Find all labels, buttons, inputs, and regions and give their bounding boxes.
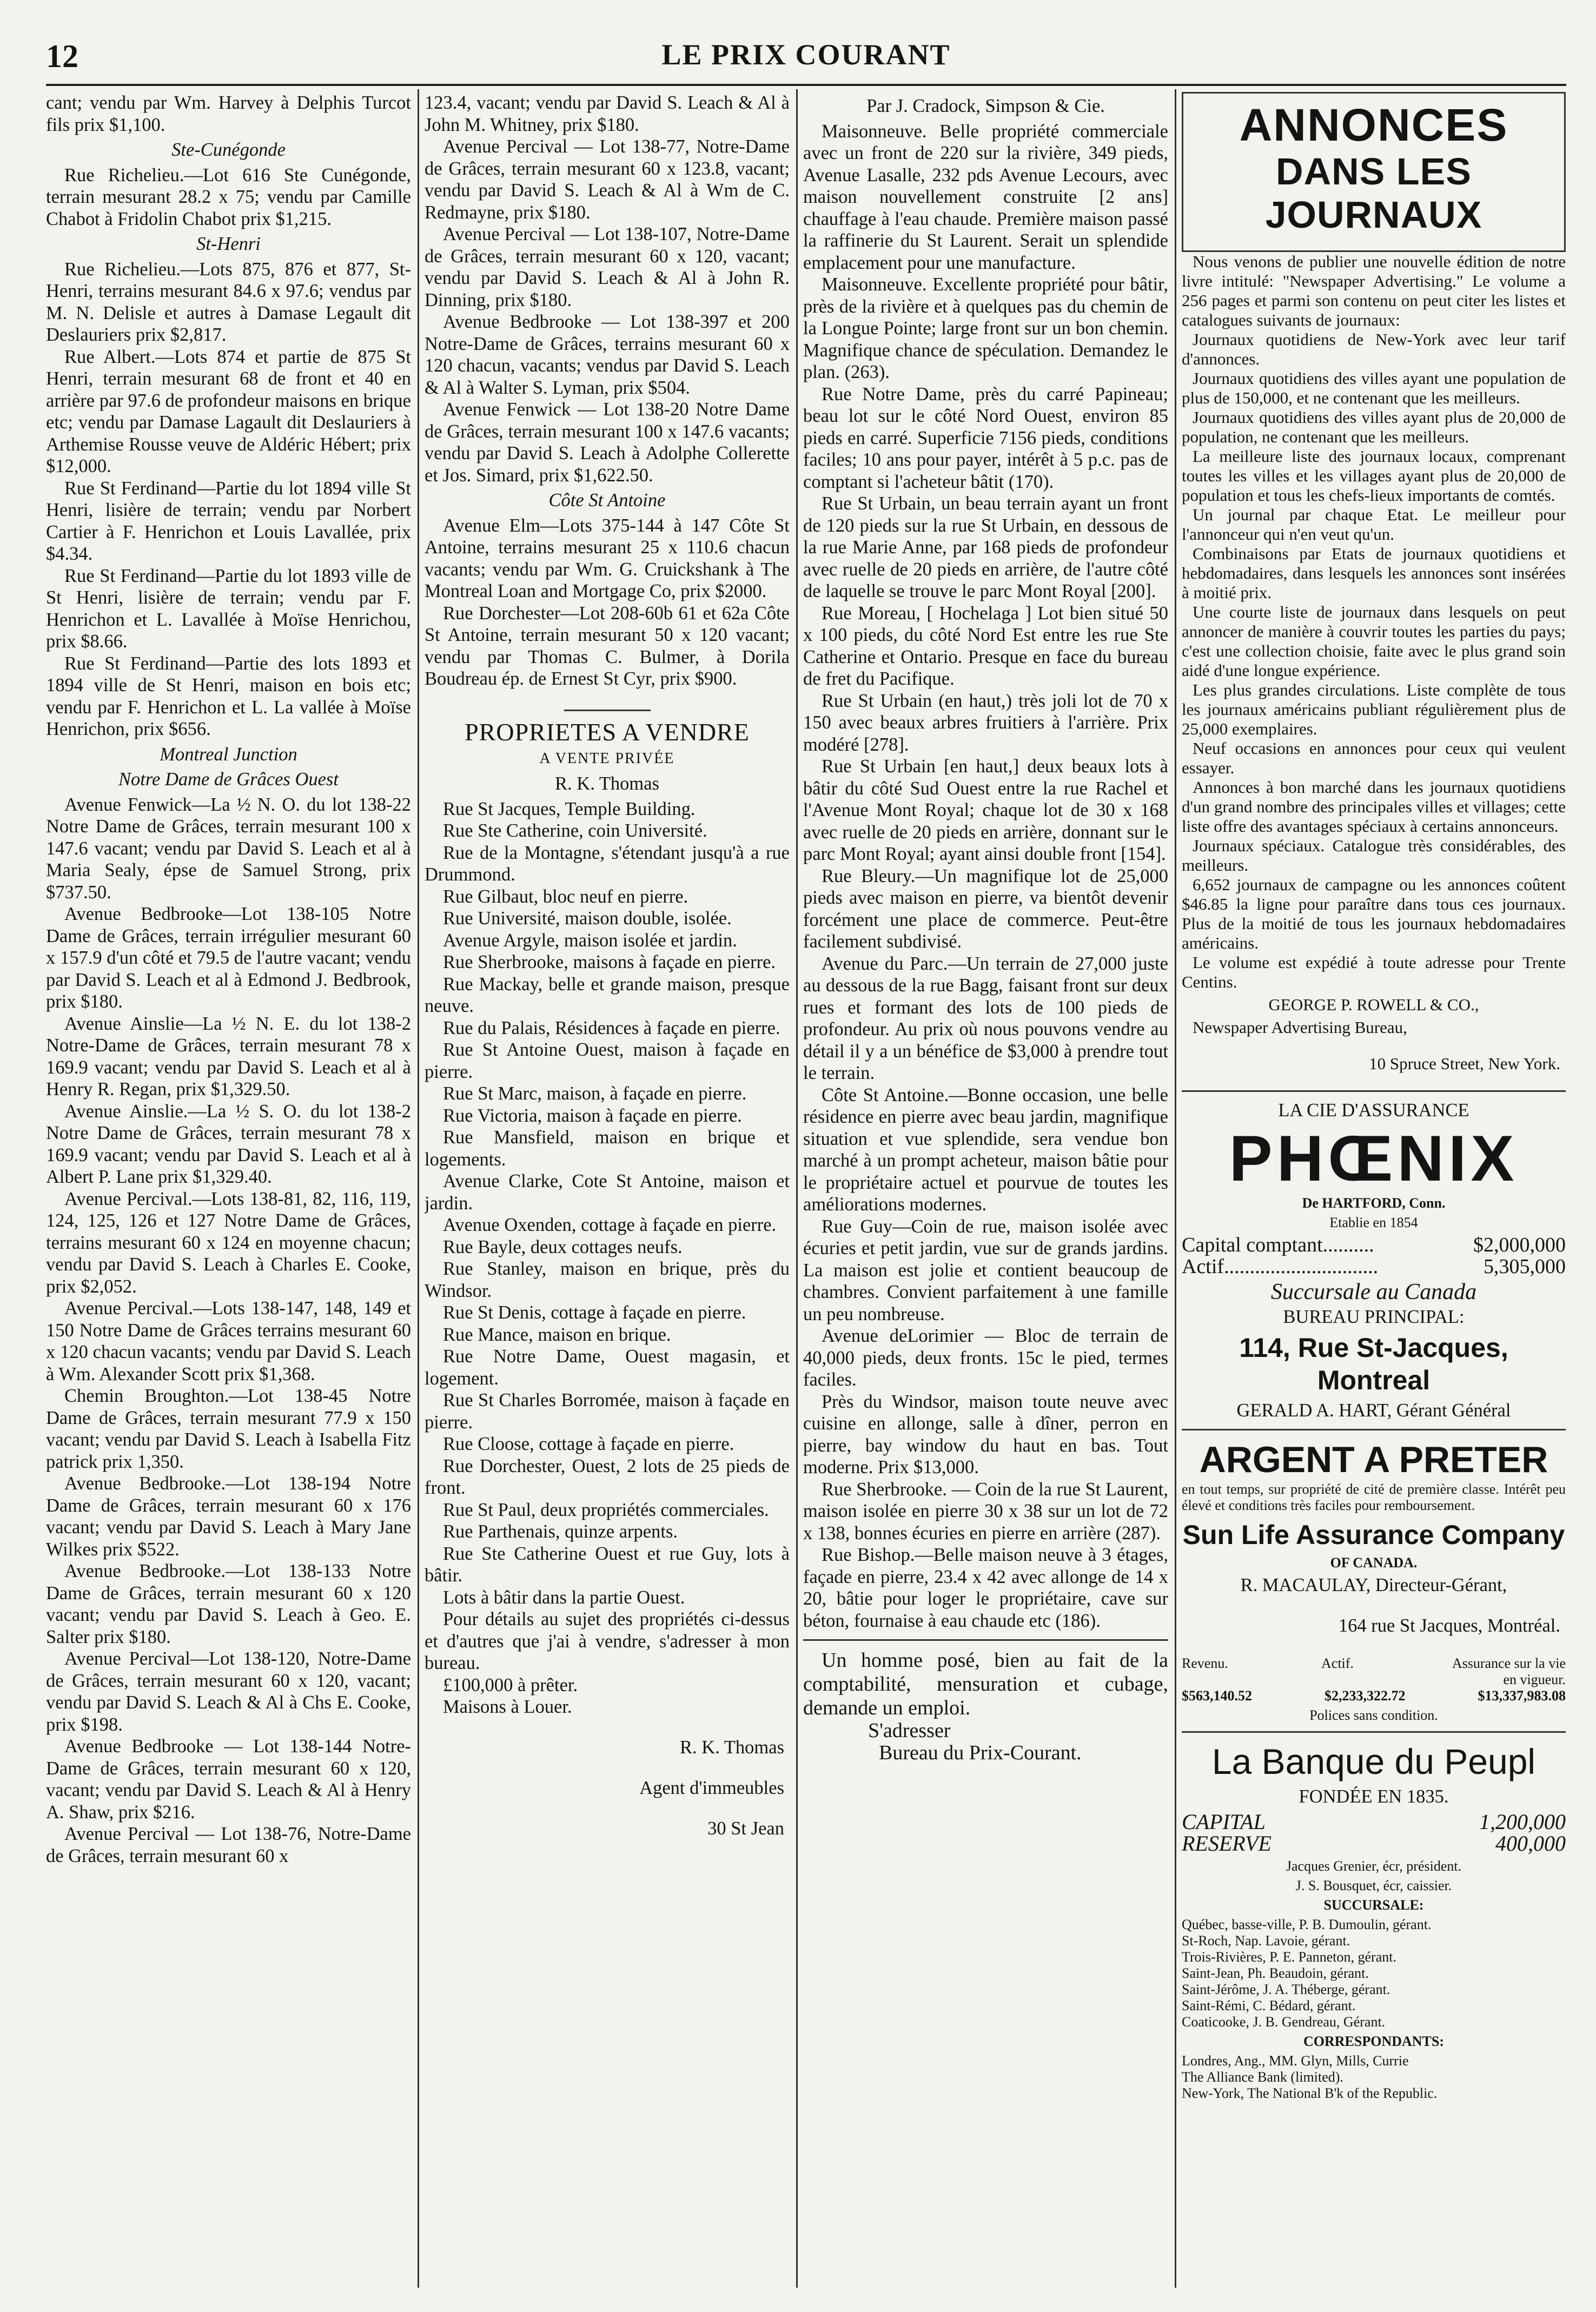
signature-address: 30 St Jean bbox=[707, 1818, 784, 1839]
banque-capital-value: 1,200,000 bbox=[1479, 1809, 1566, 1834]
proprietes-heading: PROPRIETES A VENDRE bbox=[465, 718, 750, 746]
property-item: Rue St Charles Borromée, maison à façade en pierre. bbox=[425, 1390, 790, 1433]
correspondant-item: The Alliance Bank (limited). bbox=[1182, 2069, 1343, 2085]
divider bbox=[1182, 1731, 1566, 1733]
property-listing: Rue Bishop.—Belle maison neuve à 3 étages, façade en pierre, 23.4 x 42 avec allonge de 14 x 20, bâtie pour loger le propriétaire, cave sur béton, fournaise à eau chaude etc (186). bbox=[803, 1545, 1168, 1631]
succursale-item: Québec, basse-ville, P. B. Dumoulin, gérant. bbox=[1182, 1916, 1432, 1932]
ad-paragraph: La meilleure liste des journaux locaux, comprenant toutes les villes et les villages ayant plus de 20,000 de population et tous les chefs-lieux importants de comtés. bbox=[1182, 447, 1566, 505]
sunlife-table-values bbox=[1182, 1688, 1566, 1704]
sale-entry: Avenue Ainslie.—La ½ S. O. du lot 138-2 Notre Dame de Grâces, terrain mesurant 78 x 169.9 vacant; vendu par David S. Leach et al à Albert P. Lane prix $1,329.40. bbox=[46, 1101, 411, 1187]
ad-paragraph: Neuf occasions en annonces pour ceux qui veulent essayer. bbox=[1182, 739, 1566, 777]
property-listing: Rue Moreau, [ Hochelaga ] Lot bien situé 50 x 100 pieds, du côté Nord Est entre les rue Ste Catherine et Ontario. Presque en face du bureau de fret du Pacifique. bbox=[803, 602, 1168, 689]
property-item: Avenue Clarke, Cote St Antoine, maison et jardin. bbox=[425, 1171, 790, 1214]
table-head-actif: Actif. bbox=[1321, 1655, 1354, 1671]
property-listing: Rue Guy—Coin de rue, maison isolée avec écuries et petit jardin, vue sur de grands jardins. La maison est jolie et contient beaucoup de chambres. Convient parfaitement à une famille un peu nombreuse. bbox=[803, 1216, 1168, 1324]
property-listing: Rue St Urbain (en haut,) très joli lot de 70 x 150 avec beaux arbres fruitiers à l'arrière. Prix modéré [278]. bbox=[803, 690, 1168, 755]
ad-paragraph: Le volume est expédié à toute adresse pour Trente Centins. bbox=[1182, 953, 1566, 991]
property-item: Rue du Palais, Résidences à façade en pierre. bbox=[443, 1017, 780, 1038]
capital-value: $2,000,000 bbox=[1473, 1233, 1566, 1256]
property-item: Rue St Denis, cottage à façade en pierre. bbox=[443, 1302, 746, 1323]
property-item: Rue Cloose, cottage à façade en pierre. bbox=[443, 1434, 734, 1454]
sale-entry: Avenue Percival — Lot 138-107, Notre-Dame de Grâces, terrain mesurant 60 x 120, vacant; vendu par David S. Leach & Al à John R. Dinning, prix $180. bbox=[425, 224, 790, 310]
property-item: Rue Université, maison double, isolée. bbox=[443, 908, 732, 929]
signature-title: Agent d'immeubles bbox=[639, 1778, 784, 1798]
ad-paragraph: Les plus grandes circulations. Liste complète de tous les journaux américains publiant régulièrement plus de 25,000 exemplaires. bbox=[1182, 680, 1566, 738]
rowell-name: GEORGE P. ROWELL & CO., bbox=[1268, 995, 1479, 1014]
gerant-general: GERALD A. HART, Gérant Général bbox=[1236, 1400, 1511, 1421]
property-item: Maisons à Louer. bbox=[443, 1697, 572, 1717]
property-listing: Près du Windsor, maison toute neuve avec cuisine en allonge, salle à dîner, perron en pierre, bay window du haut en bas. Tout moderne. Prix $13,000. bbox=[803, 1391, 1168, 1478]
property-item: Rue Stanley, maison en brique, près du Windsor. bbox=[425, 1258, 790, 1301]
sunlife-director: R. MACAULAY, Directeur-Gérant, bbox=[1240, 1575, 1507, 1595]
agency-intro: Par J. Cradock, Simpson & Cie. bbox=[866, 96, 1105, 116]
sale-entry: cant; vendu par Wm. Harvey à Delphis Turcot fils prix $1,100. bbox=[46, 92, 411, 135]
sale-entry: Avenue Bedbrooke.—Lot 138-133 Notre Dame de Grâces, terrain mesurant 60 x 120 vacant; vendu par David S. Leach à Geo. E. Salter prix $180. bbox=[46, 1561, 411, 1647]
argent-text: en tout temps, sur propriété de cité de première classe. Intérêt peu élevé et conditions très faciles pour remboursement. bbox=[1182, 1481, 1566, 1513]
property-item: Rue Ste Catherine, coin Université. bbox=[443, 820, 707, 841]
property-item: Rue Victoria, maison à façade en pierre. bbox=[443, 1105, 742, 1126]
job-ad-office: Bureau du Prix-Courant. bbox=[879, 1741, 1082, 1764]
column-divider bbox=[796, 89, 798, 2288]
sale-entry: Rue Albert.—Lots 874 et partie de 875 St Henri, terrain mesurant 68 de front et 40 en arrière par 97.6 de profondeur maisons en brique etc; vendu par Damase Lagault dit Deslauriers à Arthemise Rousse veuve de Aldéric Hébert; prix $12,000. bbox=[46, 346, 411, 476]
property-item: Rue Mance, maison en brique. bbox=[443, 1324, 671, 1345]
property-item: Rue Dorchester, Ouest, 2 lots de 25 pieds de front. bbox=[425, 1455, 790, 1498]
succursale-item: Coaticooke, J. B. Gendreau, Gérant. bbox=[1182, 2013, 1386, 2030]
capital-label: Capital comptant.......... bbox=[1182, 1233, 1374, 1256]
property-listing: Rue St Urbain [en haut,] deux beaux lots à bâtir du côté Sud Ouest entre la rue Rachel et l'Avenue Mont Royal; chaque lot de 30 x 168 avec ruelle de 20 pieds en arrière, donnant sur le parc Mont Royal; ayant ainsi double front [154]. bbox=[803, 756, 1168, 864]
sale-entry: Rue St Ferdinand—Partie des lots 1893 et 1894 ville de St Henri, maison en bois etc; vendu par F. Henrichon et L. La vallée à Moïse Henrichon, prix $656. bbox=[46, 653, 411, 739]
ad-paragraph: Annonces à bon marché dans les journaux quotidiens d'un grand nombre des principales villes et villages; cette liste offre des avantages spéciaux à certains annonceurs. bbox=[1182, 778, 1566, 836]
sale-entry: 123.4, vacant; vendu par David S. Leach & Al à John M. Whitney, prix $180. bbox=[425, 92, 790, 135]
page-number: 12 bbox=[46, 38, 78, 74]
table-head-assurance: Assurance sur la vie en vigueur. bbox=[1452, 1655, 1566, 1687]
sale-entry: Avenue Bedbrooke — Lot 138-144 Notre-Dame de Grâces, terrain mesurant 60 x 120, vacant; vendu par David S. Leach & Al à Henry A. Shaw, prix $216. bbox=[46, 1736, 411, 1823]
ad-paragraph: Nous venons de publier une nouvelle édition de notre livre intitulé: "Newspaper Advertising." Le volume a 256 pages et parmi son contenu on peut citer les listes et catalogues suivants de journaux: bbox=[1182, 252, 1566, 329]
property-listing: Avenue du Parc.—Un terrain de 27,000 juste au dessous de la rue Bagg, faisant front sur deux rues et formant des lots de 100 pieds de profondeur. Au prix où nous pouvons vendre au détail il y a un bénéfice de $3,000 à prendre tout le terrain. bbox=[803, 953, 1168, 1083]
column-3 bbox=[803, 92, 1168, 2288]
sunlife-address: 164 rue St Jacques, Montréal. bbox=[1338, 1615, 1560, 1636]
sunlife-title: Sun Life Assurance Company bbox=[1182, 1520, 1565, 1550]
table-value-actif: $2,233,322.72 bbox=[1325, 1688, 1406, 1704]
banque-reserve-label: RESERVE bbox=[1182, 1831, 1271, 1856]
succursale-item: Saint-Jérôme, J. A. Théberge, gérant. bbox=[1182, 1981, 1390, 1997]
job-ad-contact: S'adresser bbox=[868, 1719, 951, 1742]
table-value-assurance: $13,337,983.08 bbox=[1478, 1688, 1566, 1704]
property-item: Rue de la Montagne, s'étendant jusqu'à a rue Drummond. bbox=[425, 842, 790, 885]
subheading-montreal-junction: Montreal Junction bbox=[160, 744, 297, 765]
property-item: Rue Sherbrooke, maisons à façade en pierre. bbox=[443, 952, 776, 972]
table-value-revenu: $563,140.52 bbox=[1182, 1688, 1252, 1704]
argent-title: ARGENT A PRETER bbox=[1199, 1439, 1548, 1480]
phoenix-cie: LA CIE D'ASSURANCE bbox=[1278, 1100, 1469, 1121]
column-1 bbox=[46, 92, 411, 2288]
property-item: Rue Notre Dame, Ouest magasin, et logement. bbox=[425, 1346, 790, 1389]
correspondant-item: New-York, The National B'k of the Republic. bbox=[1182, 2085, 1438, 2101]
divider bbox=[425, 694, 790, 717]
ad-paragraph: Journaux quotidiens de New-York avec leur tarif d'annonces. bbox=[1182, 330, 1566, 368]
polices-sans-condition: Polices sans condition. bbox=[1309, 1707, 1438, 1723]
sale-entry: Avenue Percival — Lot 138-77, Notre-Dame de Grâces, terrain mesurant 60 x 123.8, vacant; vendu par David S. Leach & Al à Wm de C. Redmayne, prix $180. bbox=[425, 136, 790, 223]
subheading-st-henri: St-Henri bbox=[196, 234, 261, 254]
succursale-heading: SUCCURSALE: bbox=[1323, 1897, 1424, 1913]
banque-caissier: J. S. Bousquet, écr, caissier. bbox=[1295, 1877, 1452, 1893]
actif-label: Actif.............................. bbox=[1182, 1255, 1379, 1278]
property-listing: Rue St Urbain, un beau terrain ayant un front de 120 pieds sur la rue St Urbain, en dessous de la rue Marie Anne, par 168 pieds de profondeur avec ruelle de 20 pieds en arrière, de l'autre côté de laquelle se trouve le parc Mont Royal [200]. bbox=[803, 493, 1168, 601]
header-rule bbox=[46, 84, 1566, 86]
column-2 bbox=[425, 92, 790, 2288]
divider bbox=[1182, 1090, 1566, 1092]
rowell-bureau: Newspaper Advertising Bureau, bbox=[1193, 1018, 1407, 1037]
annonces-body bbox=[1182, 252, 1566, 1074]
sale-entry: Chemin Broughton.—Lot 138-45 Notre Dame de Grâces, terrain mesurant 77.9 x 150 vacant; vendu par David S. Leach à Isabella Fitz patrick prix 1,350. bbox=[46, 1386, 411, 1472]
property-listing: Rue Bleury.—Un magnifique lot de 25,000 pieds avec maison en pierre, va bientôt devenir forcément une place de commerce. Peut-être facilement subdivisé. bbox=[803, 865, 1168, 952]
property-item: Rue Gilbaut, bloc neuf en pierre. bbox=[443, 886, 688, 907]
property-item: Rue St Paul, deux propriétés commerciales. bbox=[443, 1499, 769, 1520]
sunlife-table-head bbox=[1182, 1655, 1566, 1688]
phoenix-logo: PHŒNIX bbox=[1229, 1122, 1519, 1195]
property-listing: Avenue deLorimier — Bloc de terrain de 40,000 pieds, deux fronts. 15c le pied, termes faciles. bbox=[803, 1326, 1168, 1390]
property-listing: Côte St Antoine.—Bonne occasion, une belle résidence en pierre avec beau jardin, magnifique situation et vue splendide, sera vendue bon marché à un prompt acheteur, maison bâtie pour le propriétaire actuel et pourvue de toutes les améliorations modernes. bbox=[803, 1084, 1168, 1215]
sale-entry: Avenue Percival—Lot 138-120, Notre-Dame de Grâces, terrain mesurant 60 x 120, vacant; vendu par David S. Leach & Al à Chs E. Cooke, prix $198. bbox=[46, 1648, 411, 1735]
sunlife-canada: OF CANADA. bbox=[1330, 1555, 1418, 1571]
actif-row bbox=[1182, 1256, 1566, 1278]
ad-paragraph: Journaux spéciaux. Catalogue très considérables, des meilleurs. bbox=[1182, 836, 1566, 875]
property-item: Rue St Marc, maison, à façade en pierre. bbox=[443, 1083, 747, 1104]
sale-entry: Avenue Percival.—Lots 138-81, 82, 116, 119, 124, 125, 126 et 127 Notre Dame de Grâces, terrains mesurant 60 x 124 en moyenne chacun; vendu par David S. Leach à Charles E. Cooke, prix $2,052. bbox=[46, 1188, 411, 1297]
agent-name: R. K. Thomas bbox=[555, 773, 659, 794]
property-item: Rue Parthenais, quinze arpents. bbox=[443, 1521, 678, 1542]
succursale-item: Saint-Jean, Ph. Beaudoin, gérant. bbox=[1182, 1965, 1369, 1981]
divider bbox=[1182, 1429, 1566, 1430]
banque-reserve-row bbox=[1182, 1833, 1566, 1855]
sale-entry: Avenue Bedbrooke—Lot 138-105 Notre Dame de Grâces, terrain irrégulier mesurant 60 x 157.9 d'un côté et 79.5 de l'autre vacant; vendu par David S. Leach et al à Edmond J. Bedbrook, prix $180. bbox=[46, 904, 411, 1012]
subheading-ste-cunegonde: Ste-Cunégonde bbox=[171, 140, 286, 160]
subheading-cote-st-antoine: Côte St Antoine bbox=[548, 490, 666, 511]
sale-entry: Avenue Elm—Lots 375-144 à 147 Côte St Antoine, terrains mesurant 25 x 110.6 chacun vacants; vendu par Wm. G. Cruickshank à The Montreal Loan and Mortgage Co, prix $2000. bbox=[425, 515, 790, 601]
sale-entry: Avenue Percival — Lot 138-76, Notre-Dame de Grâces, terrain mesurant 60 x bbox=[46, 1824, 411, 1866]
property-item: Rue St Jacques, Temple Building. bbox=[443, 798, 696, 819]
sale-entry: Rue Dorchester—Lot 208-60b 61 et 62a Côte St Antoine, terrain mesurant 50 x 120 vacant; vendu par Thomas C. Bulmer, à Dorila Boudreau ép. de Ernest St Cyr, prix $900. bbox=[425, 602, 790, 689]
masthead: LE PRIX COURANT bbox=[661, 38, 951, 71]
sale-entry: Avenue Percival.—Lots 138-147, 148, 149 et 150 Notre Dame de Grâces terrains mesurant 60 x 120 chacun vacants; vendu par David S. Leach à Wm. Alexander Scott prix $1,368. bbox=[46, 1298, 411, 1384]
property-listing: Rue Sherbrooke. — Coin de la rue St Laurent, maison isolée en pierre 30 x 38 sur un lot de 72 x 138, bonnes écuries en pierre en arrière (287). bbox=[803, 1479, 1168, 1543]
correspondant-item: Londres, Ang., MM. Glyn, Mills, Currie bbox=[1182, 2052, 1409, 2069]
property-listing: Rue Notre Dame, près du carré Papineau; beau lot sur le côté Nord Ouest, environ 85 pieds en carré. Superficie 7156 pieds, conditions faciles; 10 ans pour payer, intérêt à 5 p.c. pas de comptant si l'acheteur bâtit (170). bbox=[803, 383, 1168, 492]
column-divider bbox=[1175, 89, 1176, 2288]
sale-entry: Rue Richelieu.—Lots 875, 876 et 877, St-Henri, terrains mesurant 84.6 x 97.6; vendus par M. N. Delisle et autres à Damase Legault dit Deslauriers prix $2,817. bbox=[46, 259, 411, 345]
sale-entry: Avenue Bedbrooke — Lot 138-397 et 200 Notre-Dame de Grâces, terrains mesurant 60 x 120 chacun, vacants; vendus par David S. Leach & Al à Walter S. Lyman, prix $504. bbox=[425, 312, 790, 398]
property-item: Lots à bâtir dans la partie Ouest. bbox=[443, 1587, 685, 1608]
correspondants-heading: CORRESPONDANTS: bbox=[1303, 2033, 1445, 2049]
sale-entry: Avenue Fenwick—La ½ N. O. du lot 138-22 Notre Dame de Grâces, terrain mesurant 100 x 147.6 vacant; vendu par David S. Leach et al à Maria Sealy, épse de Samuel Strong, prix $737.50. bbox=[46, 794, 411, 903]
property-item: Rue Bayle, deux cottages neufs. bbox=[443, 1236, 683, 1257]
phoenix-established: Etablie en 1854 bbox=[1329, 1214, 1418, 1230]
bureau-address: 114, Rue St-Jacques, Montreal bbox=[1239, 1332, 1508, 1395]
property-item: Rue Mansfield, maison en brique et logements. bbox=[425, 1127, 790, 1170]
sale-entry: Avenue Bedbrooke.—Lot 138-194 Notre Dame de Grâces, terrain mesurant 60 x 176 vacant; vendu par David S. Leach à Mary Jane Wilkes prix $522. bbox=[46, 1473, 411, 1560]
column-4 bbox=[1182, 92, 1566, 2288]
ad-paragraph: Une courte liste de journaux dans lesquels on peut annoncer de manière à couvrir toutes les parties du pays; c'est une collection choisie, faite avec le plus grand soin aidé d'une longue expérience. bbox=[1182, 602, 1566, 680]
page-header bbox=[46, 32, 1566, 84]
signature-name: R. K. Thomas bbox=[680, 1737, 784, 1758]
annonces-box bbox=[1182, 92, 1566, 252]
bureau-principal: BUREAU PRINCIPAL: bbox=[1283, 1307, 1465, 1327]
sale-entry: Rue St Ferdinand—Partie du lot 1894 ville St Henri, lisière de terrain; vendu par Norbert Cartier à F. Henrichon et Louis Lavallée, prix $4.34. bbox=[46, 478, 411, 564]
property-item: Rue Mackay, belle et grande maison, presque neuve. bbox=[425, 973, 790, 1016]
sale-entry: Rue Richelieu.—Lot 616 Ste Cunégonde, terrain mesurant 28.2 x 75; vendu par Camille Chabot à Fridolin Chabot prix $1,215. bbox=[46, 164, 411, 229]
sale-entry: Rue St Ferdinand—Partie du lot 1893 ville de St Henri, lisière de terrain; vendu par F. Henrichon et L. Lavallée à Moïse Henrichou, prix $8.66. bbox=[46, 565, 411, 652]
capital-row bbox=[1182, 1234, 1566, 1256]
succursale-item: St-Roch, Nap. Lavoie, gérant. bbox=[1182, 1932, 1350, 1949]
ad-paragraph: 6,652 journaux de campagne ou les annonces coûtent $46.85 la ligne pour paraître dans tous ces journaux. Plus de la moitié de tous les journaux hebdomadaires américains. bbox=[1182, 875, 1566, 952]
property-listing: Maisonneuve. Excellente propriété pour bâtir, près de la rivière et à quelques pas du chemin de la Longue Pointe; large front sur un bon chemin. Magnifique chance de spéculation. Demandez le plan. (263). bbox=[803, 274, 1168, 382]
vente-privee: A VENTE PRIVÉE bbox=[539, 750, 675, 767]
annonces-subtitle: DANS LES JOURNAUX bbox=[1265, 150, 1482, 236]
job-ad: Un homme posé, bien au fait de la comptabilité, mensuration et cubage, demande un emploi. bbox=[803, 1649, 1168, 1719]
rowell-address: 10 Spruce Street, New York. bbox=[1369, 1054, 1560, 1073]
column-divider bbox=[418, 89, 419, 2288]
succursale-canada: Succursale au Canada bbox=[1270, 1279, 1477, 1304]
property-item: Pour détails au sujet des propriétés ci-dessus et d'autres que j'ai à vendre, s'adresser à mon bureau. bbox=[425, 1609, 790, 1673]
banque-title: La Banque du Peupl bbox=[1211, 1741, 1536, 1781]
banque-reserve-value: 400,000 bbox=[1495, 1831, 1566, 1856]
property-item: Avenue Argyle, maison isolée et jardin. bbox=[443, 930, 737, 951]
divider bbox=[803, 1639, 1168, 1641]
property-item: Rue Ste Catherine Ouest et rue Guy, lots à bâtir. bbox=[425, 1543, 790, 1586]
property-listing: Maisonneuve. Belle propriété commerciale avec un front de 220 sur la rivière, 349 pieds, Avenue Lasalle, 232 pds Avenue Lecours, avec maison nouvellement construite [2 ans] chauffage à l'eau chaude. Première maison passé la raffinerie du St Laurent. Serait un splendide emplacement pour une manufacture. bbox=[803, 121, 1168, 273]
ad-paragraph: Journaux quotidiens des villes ayant plus de 20,000 de population, ne contenant que les meilleurs. bbox=[1182, 408, 1566, 446]
ad-paragraph: Journaux quotidiens des villes ayant une population de plus de 150,000, et ne contenant que les meilleurs. bbox=[1182, 369, 1566, 407]
property-item: Avenue Oxenden, cottage à façade en pierre. bbox=[443, 1215, 777, 1235]
annonces-title: ANNONCES bbox=[1239, 100, 1508, 150]
property-item: Rue St Antoine Ouest, maison à façade en pierre. bbox=[425, 1039, 790, 1082]
banque-president: Jacques Grenier, écr, président. bbox=[1286, 1858, 1462, 1874]
sale-entry: Avenue Ainslie—La ½ N. E. du lot 138-2 Notre-Dame de Grâces, terrain mesurant 78 x 169.9 vacant; vendu par David S. Leach et al à Henry R. Regan, prix $1,329.50. bbox=[46, 1013, 411, 1099]
subheading-ndg-ouest: Notre Dame de Grâces Ouest bbox=[118, 769, 339, 790]
ad-paragraph: Un journal par chaque Etat. Le meilleur pour l'annonceur qui n'en veut qu'un. bbox=[1182, 505, 1566, 544]
succursale-item: Trois-Rivières, P. E. Panneton, gérant. bbox=[1182, 1949, 1396, 1965]
banque-capital-label: CAPITAL bbox=[1182, 1809, 1266, 1834]
phoenix-origin: De HARTFORD, Conn. bbox=[1302, 1195, 1446, 1211]
banque-founded: FONDÉE EN 1835. bbox=[1299, 1786, 1449, 1807]
table-head-revenu: Revenu. bbox=[1182, 1655, 1228, 1671]
banque-capital-row bbox=[1182, 1811, 1566, 1833]
sale-entry: Avenue Fenwick — Lot 138-20 Notre Dame de Grâces, terrain mesurant 100 x 147.6 vacants; vendu par David S. Leach à Adolphe Collerette et Jos. Simard, prix $1,622.50. bbox=[425, 399, 790, 486]
property-item: £100,000 à prêter. bbox=[443, 1674, 578, 1695]
ad-paragraph: Combinaisons par Etats de journaux quotidiens et hebdomadaires, dans lesquels les annonces sont insérées à moitié prix. bbox=[1182, 544, 1566, 602]
actif-value: 5,305,000 bbox=[1484, 1255, 1566, 1278]
succursale-item: Saint-Rémi, C. Bédard, gérant. bbox=[1182, 1997, 1356, 2013]
